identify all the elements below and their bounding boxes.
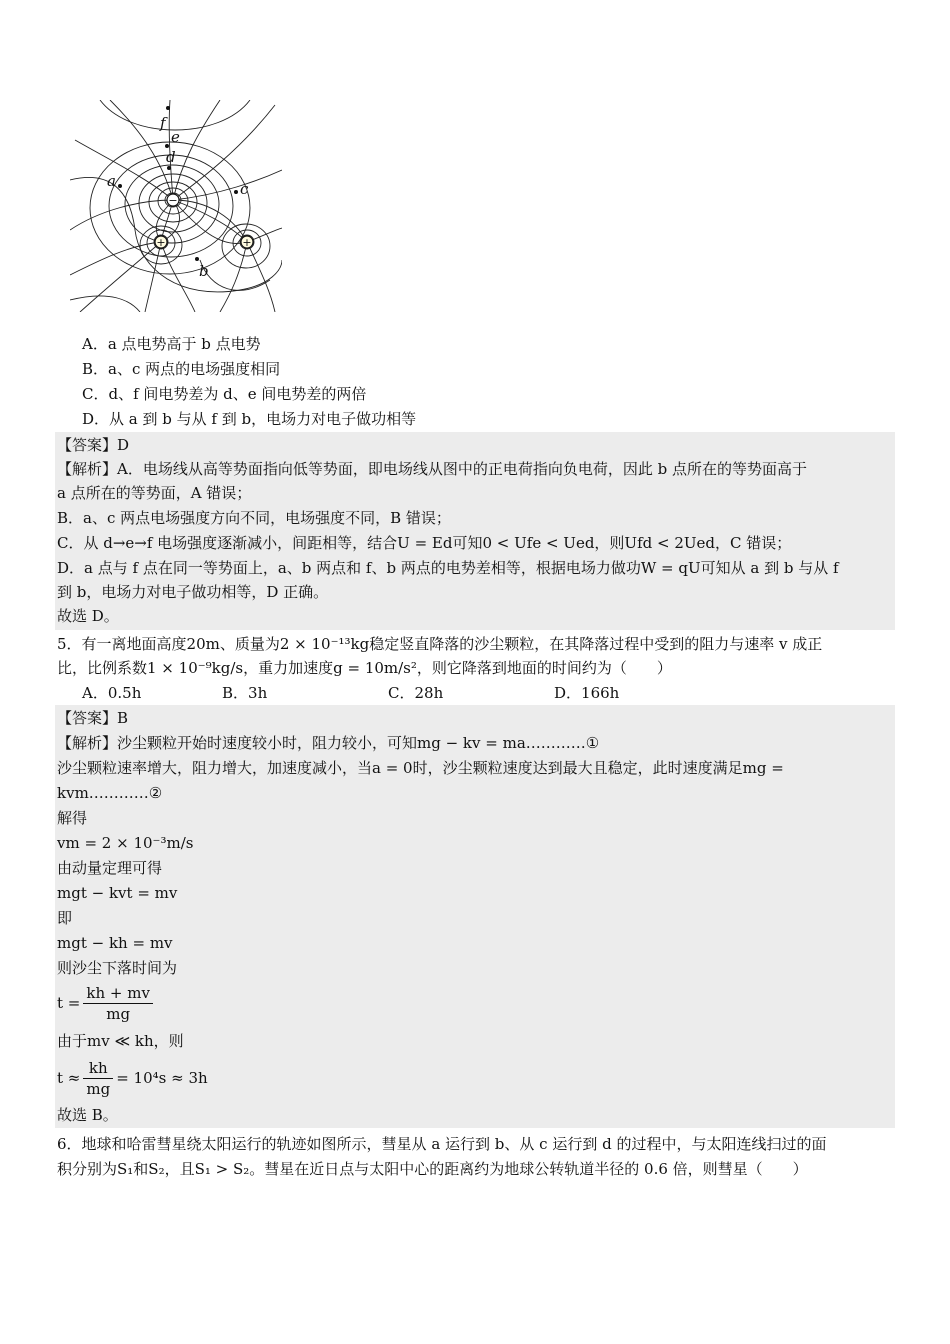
- q6-stem: 6．地球和哈雷彗星绕太阳运行的轨迹如图所示，彗星从 a 运行到 b、从 c 运行到 d 的过程中，与太阳连线扫过的面: [57, 1135, 827, 1153]
- q6-stem: 积分别为S₁和S₂，且S₁ > S₂。彗星在近日点与太阳中心的距离约为地球公转轨道半径的 0.6 倍，则彗星（ ）: [57, 1160, 808, 1178]
- q4-option-a: A．a 点电势高于 b 点电势: [82, 335, 261, 353]
- analysis-line: D．a 点与 f 点在同一等势面上，a、b 两点和 f、b 两点的电势差相等，根据电场力做功W = qU可知从 a 到 b 与从 f: [57, 559, 839, 577]
- q5-answer: 【答案】B: [57, 709, 129, 727]
- analysis-line: 由于mv ≪ kh，则: [57, 1032, 184, 1050]
- analysis-line: 解得: [57, 809, 88, 827]
- analysis-line: 【解析】A．电场线从高等势面指向低等势面，即电场线从图中的正电荷指向负电荷，因此 b 点所在的等势面高于: [57, 460, 807, 478]
- analysis-line: 沙尘颗粒速率增大，阻力增大，加速度减小，当a = 0时，沙尘颗粒速度达到最大且稳定，此时速度满足mg =: [57, 759, 784, 777]
- equation-line: mgt − kh = mv: [57, 934, 173, 952]
- q4-answer: 【答案】D: [57, 436, 130, 454]
- q5-option-c: C．28h: [388, 684, 444, 702]
- equation-line: vm = 2 × 10⁻³m/s: [57, 834, 194, 852]
- point-label-b: b: [199, 262, 209, 280]
- svg-text:+: +: [156, 236, 166, 249]
- fraction: $\frac{kh + mv}{mg}$: [83, 983, 153, 1024]
- q5-option-d: D．166h: [554, 684, 620, 702]
- analysis-line: 【解析】沙尘颗粒开始时速度较小时，阻力较小，可知mg − kv = ma…………①: [57, 734, 600, 752]
- q5-stem: 5．有一离地面高度20m、质量为2 × 10⁻¹³kg稳定竖直降落的沙尘颗粒，在其降落过程中受到的阻力与速率 v 成正: [57, 635, 823, 653]
- q5-stem: 比，比例系数1 × 10⁻⁹kg/s，重力加速度g = 10m/s²，则它降落到地面的时间约为（ ）: [57, 659, 672, 677]
- q5-option-b: B．3h: [222, 684, 268, 702]
- field-line-figure: [70, 100, 282, 312]
- fraction-equation: t = $\frac{kh + mv}{mg}$: [57, 981, 156, 1025]
- analysis-line: C．从 d→e→f 电场强度逐渐减小，间距相等，结合U = Ed可知0 < Ufe < Ued，则Ufd < 2Ued，C 错误；: [57, 534, 792, 552]
- q4-option-b: B．a、c 两点的电场强度相同: [82, 360, 281, 378]
- fraction-equation: t ≈ $\frac{kh}{mg}$ = 10⁴s ≈ 3h: [57, 1058, 208, 1098]
- analysis-line: 由动量定理可得: [57, 859, 163, 877]
- q4-option-d: D．从 a 到 b 与从 f 到 b，电场力对电子做功相等: [82, 410, 417, 428]
- analysis-line: 则沙尘下落时间为: [57, 959, 178, 977]
- analysis-line: 即: [57, 909, 73, 927]
- point-label-e: e: [171, 128, 180, 146]
- point-label-c: c: [240, 180, 249, 198]
- analysis-line: kvm…………②: [57, 784, 163, 802]
- svg-text:+: +: [242, 236, 252, 249]
- point-label-d: d: [166, 148, 176, 166]
- analysis-line: B．a、c 两点电场强度方向不同，电场强度不同，B 错误；: [57, 509, 451, 527]
- analysis-line: a 点所在的等势面，A 错误；: [57, 484, 252, 502]
- q5-option-a: A．0.5h: [82, 684, 142, 702]
- fraction: $\frac{kh}{mg}$: [83, 1058, 113, 1099]
- analysis-line: 故选 B。: [57, 1106, 118, 1124]
- point-label-f: f: [160, 114, 166, 132]
- equation-line: mgt − kvt = mv: [57, 884, 178, 902]
- analysis-line: 到 b，电场力对电子做功相等，D 正确。: [57, 583, 329, 601]
- analysis-line: 故选 D。: [57, 607, 119, 625]
- point-label-a: a: [107, 172, 116, 190]
- svg-text:−: −: [168, 194, 178, 207]
- q4-option-c: C．d、f 间电势差为 d、e 间电势差的两倍: [82, 385, 367, 403]
